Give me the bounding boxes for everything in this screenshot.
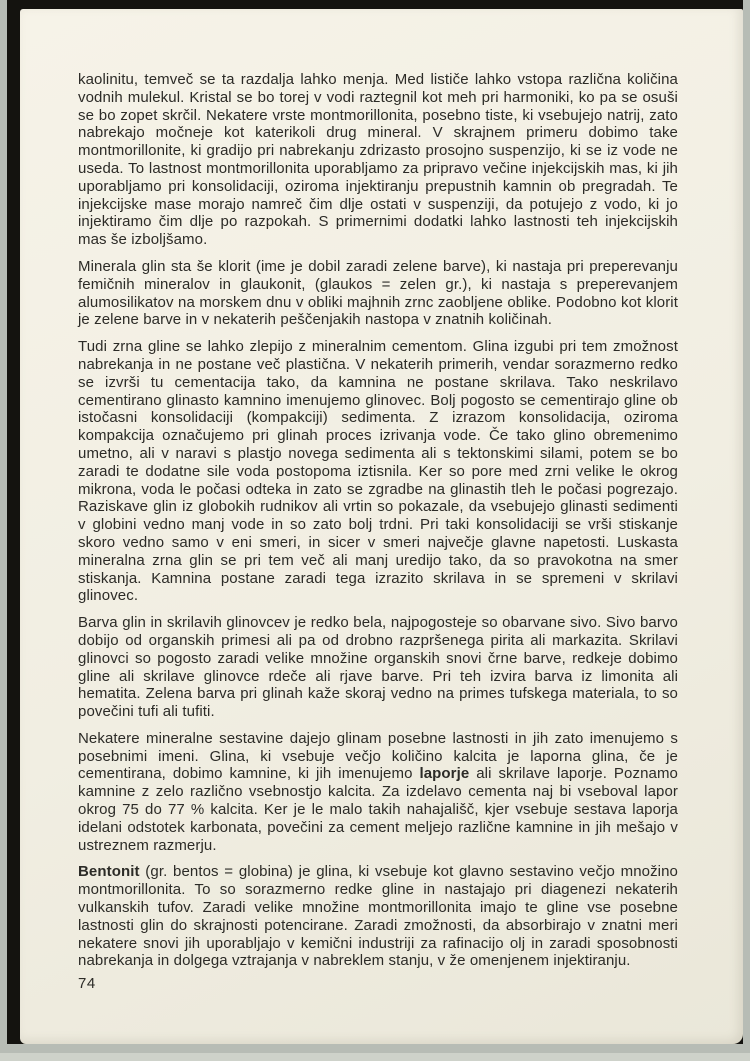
paragraph-text: kaolinitu, temveč se ta razdalja lahko menja. Med lističe lahko vstopa različna količina vodnih mulekul. Kristal se bo torej v vodi raztegnil kot meh pri harmoniki, ko pa se osuši se bo zopet skrčil. Nekatere vrste montmorillonita, posebno tiste, ki vsebujejo natrij, zato nabrekajo močneje kot katerikoli drug mineral. V skrajnem primeru dobimo take montmorillonite, ki gradijo pri nabrekanju zdrizasto prosojno suspenzijo, ki se iz vode ne useda. To lastnost montmorillonita uporabljamo za pripravo večine injekcijskih mas, ki jih uporabljamo pri konsolidaciji, oziroma injektiranju prepustnih kamnin ob pregradah. Te injekcijske mase morajo namreč čim dlje ostati v suspenziji, da potujejo z vodo, ki jo injektiramo čim dlje po razpokah. S primernimi dodatki lahko lastnosti teh injekcijskih mas še izboljšamo. <box>78 71 678 249</box>
paragraph <box>78 338 678 605</box>
paragraph <box>78 614 678 721</box>
paragraph-text: Nekatere mineralne sestavine dajejo glinam posebne lastnosti in jih zato imenujemo s posebnimi imeni. Glina, ki vsebuje večjo količino kalcita je laporna glina, če je cementirana, dobimo kamnine, ki jih imenujemo <box>78 729 678 783</box>
bold-term: laporje <box>419 765 470 783</box>
paragraph <box>78 258 678 329</box>
paragraph-text: Minerala glin sta še klorit (ime je dobil zaradi zelene barve), ki nastaja pri preperevanju femičnih mineralov in glaukonit, (glaukos = zelen gr.), ki nastaja s preperevanjem alumosilikatov na morskem dnu v obliki majhnih zrnc zaobljene oblike. Podobno kot klorit je zelene barve in v nekaterih peščenjakih nastopa v znatnih količinah. <box>78 257 678 329</box>
scanner-bed-edge <box>0 1053 750 1061</box>
paragraph-text: Barva glin in skrilavih glinovcev je redko bela, najpogosteje so obarvane sivo. Sivo barvo dobijo od organskih primesi ali pa od drobno razpršenega pirita ali markazita. Skrilavi glinovci so pogosto zaradi velike množine organskih snovi črne barve, redkeje dobimo gline ali skrilave glinovce rdeče ali rjave barve. Pri teh izvira barva iz limonita ali hematita. Zelena barva pri glinah kaže skoraj vedno na primes tufskega materiala, to so povečini tufi ali tufiti. <box>78 614 678 721</box>
paragraph <box>78 863 678 970</box>
paragraph-text: ali skrilave laporje. Poznamo kamnine z zelo različno vsebnostjo kalcita. Za izdelavo cementa naj bi vseboval lapor okrog 75 do 77 % kalcita. Ker je le malo takih nahajališč, kjer vsebuje sestava laporja idelani odstotek karbonata, povečini za cement meljejo različne kamnine in jih mešajo v ustreznem razmerju. <box>78 765 678 854</box>
page-text <box>78 71 678 979</box>
paragraph-text: (gr. bentos = globina) je glina, ki vsebuje kot glavno sestavino večjo množino montmorillonita. To so sorazmerno redke gline in nastajajo pri diagenezi nekaterih vulkanskih tufov. Zaradi velike množine montmorillonita imajo te gline vse posebne lastnosti glin do skrajnosti potencirane. Zaradi zmožnosti, da absorbirajo v znatni meri nekatere snovi jih uporabljajo v kemični industriji za rafinacijo olj in zaradi sposobnosti nabrekanja in dolgega vztrajanja v nabreklem stanju, v že omenjenem injektiranju. <box>78 863 678 970</box>
bold-term: Bentonit <box>78 863 140 881</box>
paragraph <box>78 71 678 249</box>
document-page <box>20 9 743 1044</box>
page-number: 74 <box>78 975 96 992</box>
paragraph <box>78 730 678 855</box>
paragraph-text: Tudi zrna gline se lahko zlepijo z mineralnim cementom. Glina izgubi pri tem zmožnost nabrekanja in ne postane več plastična. V nekaterih primerih, vendar sorazmerno redko se izvrši tu cementacija tako, da kamnina ne postane skrilava. Tako neskrilavo cementirano glinasto kamnino imenujemo glinovec. Bolj pogosto se cementirajo gline ob istočasni konsolidaciji (kompakciji) sedimenta. Z izrazom konsolidacija, oziroma kompakcija označujemo pri glinah proces izrivanja vode. Če tako glino obremenimo umetno, ali v naravi s plastjo novega sedimenta ali s tektonskimi silami, potem se bo zaradi te dodatne sile voda postopoma iztisnila. Ker so pore med zrni velike le okrog mikrona, voda le počasi odteka in zato se zgradbe na glinastih tleh le počasi pogrezajo. Raziskave glin iz globokih rudnikov ali vrtin so pokazale, da vsebujejo glinasti sedimenti v globini vedno manj vode in so zato bolj trdni. Pri taki konsolidaciji se vrši stiskanje skoro vedno samo v eni smeri, in sicer v smeri največje glavne napetosti. Luskasta mineralna zrna glin se pri tem več ali manj uredijo tako, da so pravokotna na smer stiskanja. Kamnina postane zaradi tega izrazito skrilava in se spremeni v skrilavi glinovec. <box>78 338 678 605</box>
